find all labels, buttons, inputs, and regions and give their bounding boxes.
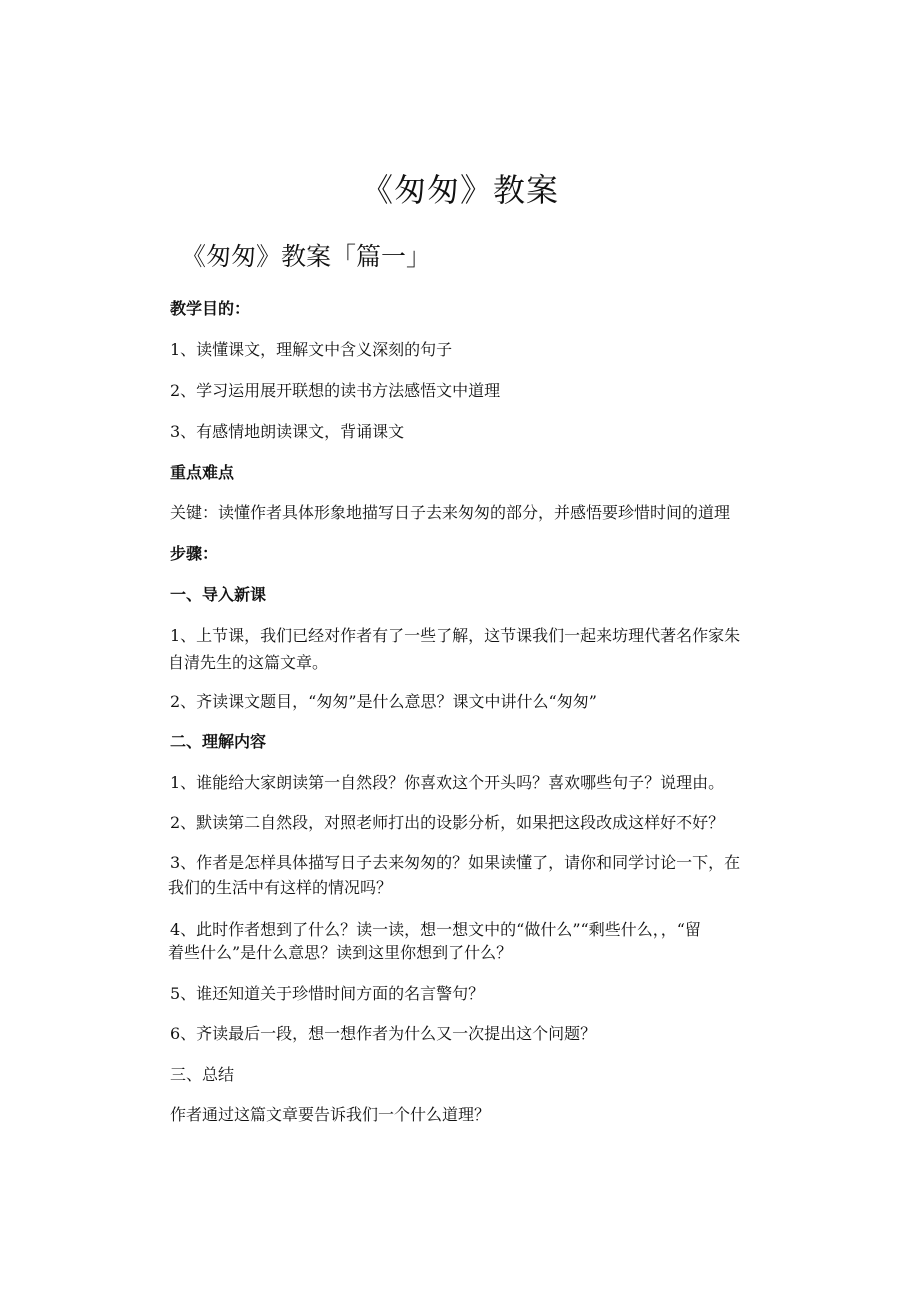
step-paragraph: 2、齐读课文题目，“匆匆”是什么意思？课文中讲什么“匆匆” (170, 692, 597, 711)
objective-item: 2、学习运用展开联想的读书方法感悟文中道理 (170, 381, 501, 400)
summary-text: 作者通过这篇文章要告诉我们一个什么道理？ (170, 1105, 491, 1124)
section-heading: 一、导入新课 (170, 585, 267, 604)
step-paragraph (170, 852, 774, 899)
section-heading: 三、总结 (170, 1065, 235, 1084)
step-paragraph (170, 919, 774, 964)
key-points-text: 关键：读懂作者具体形象地描写日子去来匆匆的部分，并感悟要珍惜时间的道理 (170, 503, 731, 522)
objective-item: 1、读懂课文，理解文中含义深刻的句子 (170, 340, 453, 359)
step-paragraph: 1、谁能给大家朗读第一自然段？你喜欢这个开头吗？喜欢哪些句子？说理由。 (170, 773, 725, 792)
step-paragraph (170, 625, 774, 674)
document-title: 《匆匆》教案 (360, 171, 559, 209)
step-paragraph: 5、谁还知道关于珍惜时间方面的名言警句？ (170, 984, 485, 1003)
paragraph-line: 着些什么”是什么意思？读到这里你想到了什么？ (168, 943, 513, 962)
paragraph-line: 我们的生活中有这样的情况吗？ (168, 878, 393, 897)
objective-item: 3、有感情地朗读课文，背诵课文 (170, 422, 405, 441)
document-subtitle: 《匆匆》教案「篇一」 (181, 242, 432, 271)
steps-heading: 步骤： (170, 544, 219, 563)
step-paragraph: 6、齐读最后一段，想一想作者为什么又一次提出这个问题？ (170, 1024, 597, 1043)
paragraph-line: 自清先生的这篇文章。 (168, 653, 329, 672)
paragraph-line: 4、此时作者想到了什么？读一读，想一想文中的“做什么”“剩些什么，，“留 (170, 920, 701, 939)
key-points-heading: 重点难点 (170, 463, 235, 482)
paragraph-line: 1、上节课，我们已经对作者有了一些了解，这节课我们一起来坊理代著名作家朱 (170, 626, 741, 645)
step-paragraph: 2、默读第二自然段，对照老师打出的设影分析，如果把这段改成这样好不好？ (170, 813, 725, 832)
section-heading: 二、理解内容 (170, 732, 267, 751)
paragraph-line: 3、作者是怎样具体描写日子去来匆匆的？如果读懂了，请你和同学讨论一下，在 (170, 853, 741, 872)
objectives-heading: 教学目的： (170, 299, 251, 318)
